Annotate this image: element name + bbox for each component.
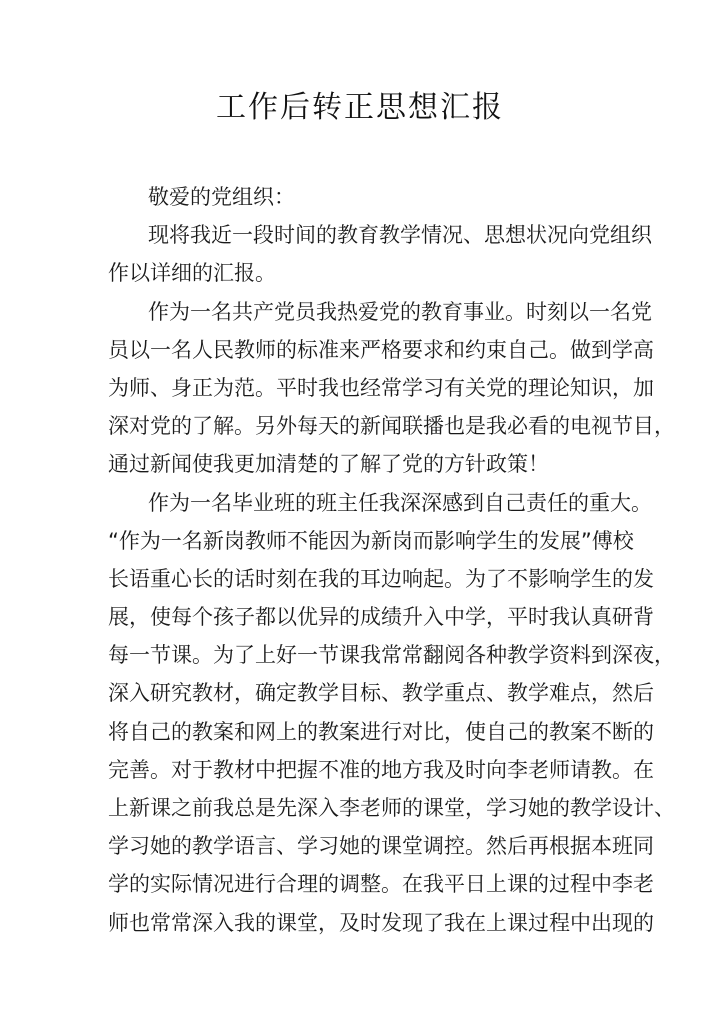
paragraph-2-line-2: 员以一名人民教师的标准来严格要求和约束自己。做到学高 [108, 337, 654, 362]
paragraph-1-line-2: 作以详细的汇报。 [108, 261, 276, 286]
paragraph-3-line-11: 学的实际情况进行合理的调整。在我平日上课的过程中李老 [108, 872, 654, 897]
paragraph-3-line-5: 每一节课。为了上好一节课我常常翻阅各种教学资料到深夜， [108, 643, 675, 668]
paragraph-3-line-10: 学习她的教学语言、学习她的课堂调控。然后再根据本班同 [108, 834, 654, 859]
paragraph-2-line-3: 为师、身正为范。平时我也经常学习有关党的理论知识，加 [108, 375, 654, 400]
paragraph-2-line-5: 通过新闻使我更加清楚的了解了党的方针政策！ [108, 452, 549, 477]
document-body [108, 178, 675, 942]
paragraph-3-line-3: 长语重心长的话时刻在我的耳边响起。为了不影响学生的发 [108, 566, 654, 591]
paragraph-3-line-8: 完善。对于教材中把握不准的地方我及时向李老师请教。在 [108, 757, 654, 782]
paragraph-3-line-12: 师也常常深入我的课堂，及时发现了我在上课过程中出现的 [108, 910, 654, 935]
paragraph-3-line-6: 深入研究教材，确定教学目标、教学重点、教学难点，然后 [108, 681, 654, 706]
paragraph-2-line-4: 深对党的了解。另外每天的新闻联播也是我必看的电视节目， [108, 414, 675, 439]
paragraph-3-line-7: 将自己的教案和网上的教案进行对比，使自己的教案不断的 [108, 719, 654, 744]
paragraph-3-line-4: 展，使每个孩子都以优异的成绩升入中学，平时我认真研背 [108, 605, 654, 630]
salutation-line: 敬爱的党组织： [148, 185, 295, 209]
document-title: 工作后转正思想汇报 [216, 90, 504, 125]
paragraph-3-line-1: 作为一名毕业班的班主任我深深感到自己责任的重大。 [148, 490, 652, 515]
paragraph-3-line-9: 上新课之前我总是先深入李老师的课堂，学习她的教学设计、 [108, 796, 675, 820]
paragraph-3-line-2: “作为一名新岗教师不能因为新岗而影响学生的发展”傅校 [108, 528, 634, 553]
paragraph-2-line-1: 作为一名共产党员我热爱党的教育事业。时刻以一名党 [148, 299, 652, 324]
paragraph-1-line-1: 现将我近一段时间的教育教学情况、思想状况向党组织 [148, 223, 652, 248]
